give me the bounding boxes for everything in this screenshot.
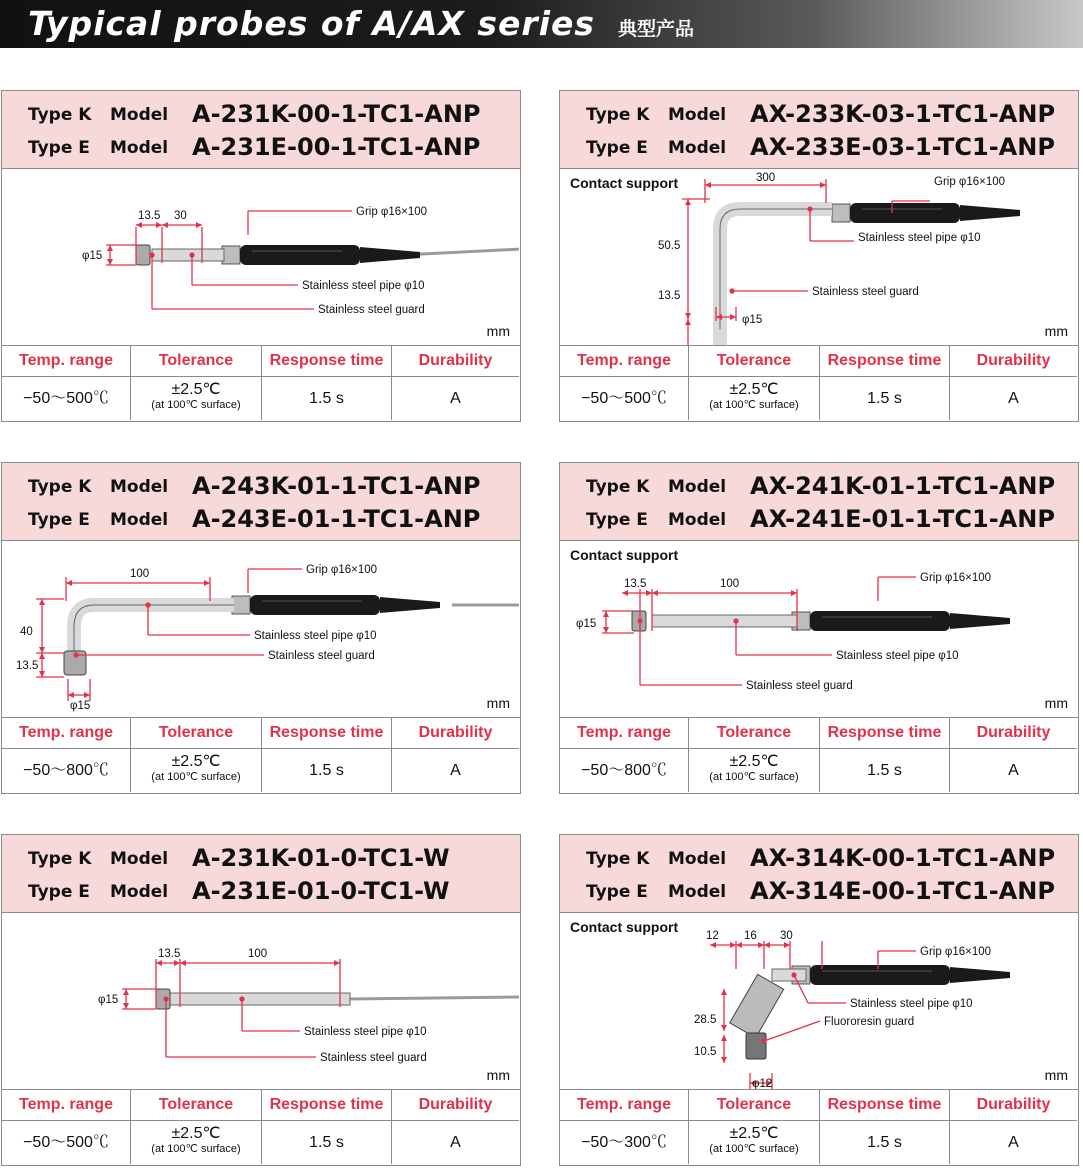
temp-range-cell: −50〜800℃ [2,748,131,792]
type-label: Type E [586,882,648,902]
label-dia: φ15 [70,700,91,712]
durability-cell: A [950,376,1077,420]
label-dia: φ15 [98,994,119,1006]
durability-cell: A [392,376,519,420]
model-number-e: AX-314E-00-1-TC1-ANP [750,877,1055,905]
type-label: Type K [586,105,650,125]
probe-drawing [2,169,519,345]
type-label: Type K [28,477,92,497]
unit-label: mm [1044,323,1068,339]
col-temp-range: Temp. range [2,718,131,748]
temp-range-cell: −50〜300℃ [560,1120,689,1164]
model-label: Model [110,138,169,158]
tolerance-cell [689,748,820,792]
label-guard: Stainless steel guard [268,650,375,662]
label-d2: 16 [744,930,757,942]
col-tolerance: Tolerance [131,346,262,376]
model-label: Model [668,849,727,869]
card-header [560,91,1078,169]
durability-cell: A [392,1120,519,1164]
col-tolerance: Tolerance [689,346,820,376]
tolerance-note: (at 100℃ surface) [709,771,799,783]
page-title: Typical probes of A/AX series [28,4,596,43]
card-header [2,91,520,169]
model-label: Model [110,477,169,497]
model-number-e: A-231E-01-0-TC1-W [192,877,450,905]
model-number-e: AX-233E-03-1-TC1-ANP [750,133,1055,161]
probe-diagram [2,169,520,345]
label-dia: φ15 [742,314,763,326]
type-label: Type K [586,477,650,497]
model-number-k: AX-314K-00-1-TC1-ANP [750,844,1056,872]
label-d1: 13.5 [138,210,161,222]
unit-label: mm [486,323,510,339]
tolerance-cell [131,748,262,792]
col-response-time: Response time [820,346,950,376]
type-label: Type E [28,882,90,902]
label-grip: Grip φ16×100 [920,572,992,584]
card-header [2,835,520,913]
spec-table [2,1089,520,1166]
tolerance-value: ±2.5℃ [729,381,779,398]
label-pipe: Stainless steel pipe φ10 [254,630,377,642]
model-label: Model [668,477,727,497]
type-label: Type E [28,510,90,530]
label-dia: φ12 [752,1078,773,1089]
temp-range-cell: −50〜800℃ [560,748,689,792]
label-guard: Stainless steel guard [746,680,853,692]
col-durability: Durability [976,352,1051,369]
response-time-cell: 1.5 s [262,748,392,792]
model-label: Model [668,882,727,902]
title-banner [0,0,1083,48]
label-guard: Fluororesin guard [824,1016,915,1028]
probe-card [1,90,521,422]
spec-table [560,717,1078,794]
probe-diagram [2,541,520,717]
type-label: Type K [28,105,92,125]
label-pipe: Stainless steel pipe φ10 [304,1026,427,1038]
spec-table [2,345,520,422]
probe-diagram [560,169,1078,345]
cable [348,997,519,999]
label-pipe: Stainless steel pipe φ10 [858,232,981,244]
col-temp-range: Temp. range [2,1090,131,1120]
col-tolerance: Tolerance [689,718,820,748]
unit-label: mm [1044,695,1068,711]
probe-card [559,90,1079,422]
durability-cell: A [392,748,519,792]
probe-diagram [560,541,1078,717]
label-d3: 13.5 [16,660,39,672]
label-d1: 13.5 [158,948,181,960]
response-time-cell: 1.5 s [820,748,950,792]
label-d2: 100 [720,578,740,590]
durability-cell: A [950,1120,1077,1164]
model-number-k: A-231K-00-1-TC1-ANP [192,100,481,128]
tolerance-value: ±2.5℃ [171,381,221,398]
steel-pipe [152,249,224,261]
grip [232,595,440,615]
card-header [2,463,520,541]
temp-range-cell: −50〜500℃ [560,376,689,420]
spec-table [560,1089,1078,1166]
card-header [560,835,1078,913]
col-response-time: Response time [820,1090,950,1120]
label-d1: 13.5 [624,578,647,590]
label-d5: 10.5 [694,1046,717,1058]
col-durability: Durability [976,724,1051,741]
tolerance-cell [131,376,262,420]
spec-table [560,345,1078,422]
label-d2: 30 [174,210,187,222]
model-number-e: AX-241E-01-1-TC1-ANP [750,505,1055,533]
label-d2: 100 [248,948,268,960]
col-response-time: Response time [262,346,392,376]
probe-drawing [560,169,1077,345]
grip [792,965,1010,985]
contact-support-label: Contact support [570,919,679,935]
steel-pipe [652,615,797,627]
model-label: Model [668,138,727,158]
grip [832,203,1020,223]
label-d1: 300 [756,172,776,184]
type-label: Type K [28,849,92,869]
label-pipe: Stainless steel pipe φ10 [836,650,959,662]
grip [222,245,420,265]
col-durability: Durability [418,352,493,369]
label-grip: Grip φ16×100 [356,206,428,218]
label-d1: 100 [130,568,150,580]
response-time-cell: 1.5 s [262,1120,392,1164]
probe-drawing [2,541,519,717]
probe-card [559,834,1079,1166]
contact-support-label: Contact support [570,175,679,191]
label-guard: Stainless steel guard [812,286,919,298]
steel-guard [136,245,150,265]
type-label: Type E [28,138,90,158]
tolerance-cell [131,1120,262,1164]
tolerance-note: (at 100℃ surface) [151,771,241,783]
probe-drawing [560,541,1077,717]
col-durability: Durability [418,1096,493,1113]
type-label: Type E [586,138,648,158]
probe-drawing [560,913,1077,1089]
model-label: Model [110,105,169,125]
temp-range-cell: −50〜500℃ [2,1120,131,1164]
model-number-k: AX-233K-03-1-TC1-ANP [750,100,1056,128]
model-label: Model [668,105,727,125]
tolerance-value: ±2.5℃ [729,753,779,770]
tolerance-note: (at 100℃ surface) [151,399,241,411]
tolerance-note: (at 100℃ surface) [151,1143,241,1155]
model-number-k: AX-241K-01-1-TC1-ANP [750,472,1056,500]
probe-drawing [2,913,519,1089]
col-durability: Durability [418,724,493,741]
page-title-cn: 典型产品 [618,18,695,40]
unit-label: mm [486,1067,510,1083]
col-durability: Durability [976,1096,1051,1113]
model-label: Model [110,510,169,530]
model-number-k: A-231K-01-0-TC1-W [192,844,450,872]
col-temp-range: Temp. range [560,1090,689,1120]
spec-table [2,717,520,794]
col-response-time: Response time [262,718,392,748]
label-d1: 12 [706,930,719,942]
label-pipe: Stainless steel pipe φ10 [850,998,973,1010]
contact-support-label: Contact support [570,547,679,563]
probe-card [1,834,521,1166]
model-number-k: A-243K-01-1-TC1-ANP [192,472,481,500]
steel-pipe [170,993,350,1005]
model-label: Model [110,882,169,902]
fluororesin-guard [746,1033,766,1059]
tolerance-cell [689,376,820,420]
label-d3: 13.5 [658,290,681,302]
label-guard: Stainless steel guard [318,304,425,316]
col-tolerance: Tolerance [131,718,262,748]
probe-card [1,462,521,794]
model-number-e: A-231E-00-1-TC1-ANP [192,133,481,161]
type-label: Type E [586,510,648,530]
type-label: Type K [586,849,650,869]
durability-cell: A [950,748,1077,792]
tolerance-note: (at 100℃ surface) [709,399,799,411]
label-d4: 28.5 [694,1014,717,1026]
tolerance-note: (at 100℃ surface) [709,1143,799,1155]
grip [792,611,1010,631]
label-guard: Stainless steel guard [320,1052,427,1064]
unit-label: mm [486,695,510,711]
tolerance-value: ±2.5℃ [171,1125,221,1142]
label-dia: φ15 [576,618,597,630]
probe-diagram [2,913,520,1089]
label-d3: 30 [780,930,793,942]
col-response-time: Response time [262,1090,392,1120]
probe-diagram [560,913,1078,1089]
col-tolerance: Tolerance [689,1090,820,1120]
response-time-cell: 1.5 s [820,376,950,420]
probe-card [559,462,1079,794]
label-d2: 40 [20,626,33,638]
tolerance-value: ±2.5℃ [729,1125,779,1142]
response-time-cell: 1.5 s [262,376,392,420]
model-label: Model [110,849,169,869]
label-grip: Grip φ16×100 [920,946,992,958]
card-header [560,463,1078,541]
label-d2: 50.5 [658,240,681,252]
label-dia: φ15 [82,250,103,262]
tolerance-cell [689,1120,820,1164]
tolerance-value: ±2.5℃ [171,753,221,770]
col-temp-range: Temp. range [560,718,689,748]
label-pipe: Stainless steel pipe φ10 [302,280,425,292]
label-grip: Grip φ16×100 [934,176,1006,188]
unit-label: mm [1044,1067,1068,1083]
response-time-cell: 1.5 s [820,1120,950,1164]
col-response-time: Response time [820,718,950,748]
col-temp-range: Temp. range [2,346,131,376]
label-grip: Grip φ16×100 [306,564,378,576]
col-tolerance: Tolerance [131,1090,262,1120]
model-number-e: A-243E-01-1-TC1-ANP [192,505,481,533]
temp-range-cell: −50〜500℃ [2,376,131,420]
model-label: Model [668,510,727,530]
col-temp-range: Temp. range [560,346,689,376]
